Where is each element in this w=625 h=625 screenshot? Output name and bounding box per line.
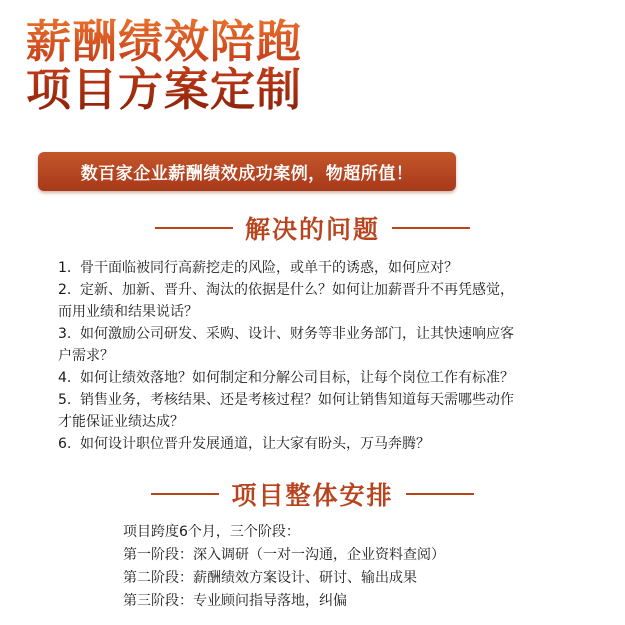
problem-item [58, 433, 598, 455]
problem-number: 2. [58, 282, 72, 298]
problem-number: 4. [58, 370, 72, 386]
problem-text-line [58, 389, 598, 411]
plan-section-header [0, 476, 625, 512]
problem-text: 而用业绩和结果说话？ [58, 304, 198, 320]
problem-text-line [58, 257, 598, 279]
plan-phase-3: 第三阶段：专业顾问指导落地，纠偏 [123, 593, 347, 609]
problem-text: 骨干面临被同行高薪挖走的风险，或单干的诱惑，如何应对？ [80, 260, 458, 276]
problem-text-line [58, 279, 598, 301]
header-rule-right [392, 227, 470, 229]
header-rule-right [406, 493, 474, 495]
problem-number: 3. [58, 326, 72, 342]
banner-text: 数百家企业薪酬绩效成功案例，物超所值！ [80, 164, 414, 184]
problems-section-header [0, 210, 625, 246]
problem-text-line [58, 411, 598, 433]
header-rule-left [155, 227, 233, 229]
problem-number: 6. [58, 436, 72, 452]
problem-text: 户需求？ [58, 348, 114, 364]
problem-item [58, 323, 598, 367]
problem-text: 如何设计职位晋升发展通道，让大家有盼头，万马奔腾？ [80, 436, 430, 452]
header-rule-left [151, 493, 219, 495]
problem-text: 定新、加新、晋升、淘汰的依据是什么？如何让加薪晋升不再凭感觉， [80, 282, 514, 298]
problem-text: 才能保证业绩达成？ [58, 414, 184, 430]
plan-phase-2: 第二阶段：薪酬绩效方案设计、研讨、输出成果 [123, 570, 417, 586]
problem-text-line [58, 345, 598, 367]
problem-item [58, 367, 598, 389]
problem-number: 1. [58, 260, 72, 276]
title-line-1: 薪酬绩效陪跑 [26, 15, 303, 68]
problem-number: 5. [58, 392, 72, 408]
problem-text-line [58, 367, 598, 389]
plan-duration: 项目跨度6个月，三个阶段： [123, 524, 300, 540]
problem-text-line [58, 323, 598, 345]
problem-text: 如何让绩效落地？如何制定和分解公司目标，让每个岗位工作有标准？ [80, 370, 514, 386]
problem-item [58, 257, 598, 279]
problem-list [58, 257, 598, 455]
problem-text: 销售业务，考核结果、还是考核过程？如何让销售知道每天需哪些动作 [80, 392, 514, 408]
problem-text-line [58, 301, 598, 323]
plan-phase-1: 第一阶段：深入调研（一对一沟通，企业资料查阅） [123, 547, 445, 563]
poster-title [26, 15, 366, 116]
problem-text: 如何激励公司研发、采购、设计、财务等非业务部门，让其快速响应客 [80, 326, 514, 342]
problem-item [58, 279, 598, 323]
title-line-2: 项目方案定制 [26, 63, 303, 116]
problem-text-line [58, 433, 598, 455]
plan-heading: 项目整体安排 [231, 481, 394, 510]
highlight-banner [38, 152, 456, 191]
plan-details [123, 521, 563, 613]
problems-heading: 解决的问题 [244, 215, 380, 244]
problem-item [58, 389, 598, 433]
